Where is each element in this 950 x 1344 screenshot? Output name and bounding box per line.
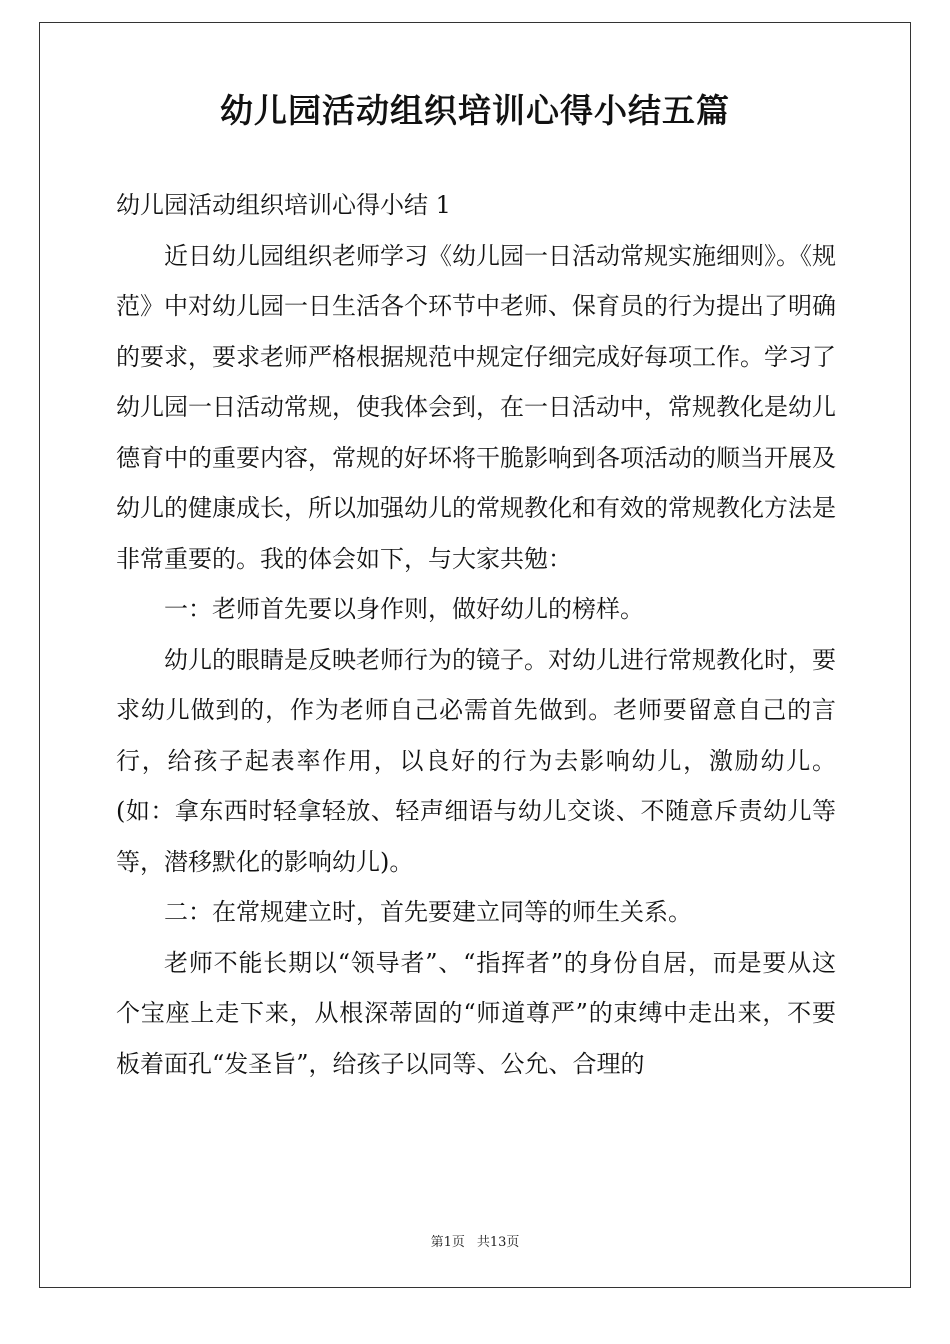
- section-heading: 幼儿园活动组织培训心得小结 1: [116, 191, 451, 219]
- document-body: [116, 180, 836, 1089]
- paragraph: 老师不能长期以“领导者”、“指挥者”的身份自居，而是要从这个宝座上走下来，从根深蒂固的“师道尊严”的束缚中走出来，不要板着面孔“发圣旨”，给孩子以同等、公允、合理的: [116, 948, 836, 1078]
- page-total: 共13页: [476, 1235, 520, 1250]
- paragraph: 一：老师首先要以身作则，做好幼儿的榜样。: [164, 595, 644, 623]
- paragraph: 幼儿的眼睛是反映老师行为的镜子。对幼儿进行常规教化时，要求幼儿做到的，作为老师自己必需首先做到。老师要留意自己的言行，给孩子起表率作用，以良好的行为去影响幼儿，激励幼儿。(如：拿东西时轻拿轻放、轻声细语与幼儿交谈、不随意斥责幼儿等等，潜移默化的影响幼儿)。: [116, 645, 836, 876]
- page-footer: [0, 1234, 950, 1252]
- page-number: 第1页: [430, 1235, 465, 1250]
- document-title: 幼儿园活动组织培训心得小结五篇: [220, 91, 730, 130]
- paragraph: 二：在常规建立时，首先要建立同等的师生关系。: [164, 898, 692, 926]
- paragraph: 近日幼儿园组织老师学习《幼儿园一日活动常规实施细则》。《规范》中对幼儿园一日生活各个环节中老师、保育员的行为提出了明确的要求，要求老师严格根据规范中规定仔细完成好每项工作。学习了幼儿园一日活动常规，使我体会到，在一日活动中，常规教化是幼儿德育中的重要内容，常规的好坏将干脆影响到各项活动的顺当开展及幼儿的健康成长，所以加强幼儿的常规教化和有效的常规教化方法是非常重要的。我的体会如下，与大家共勉：: [116, 241, 836, 573]
